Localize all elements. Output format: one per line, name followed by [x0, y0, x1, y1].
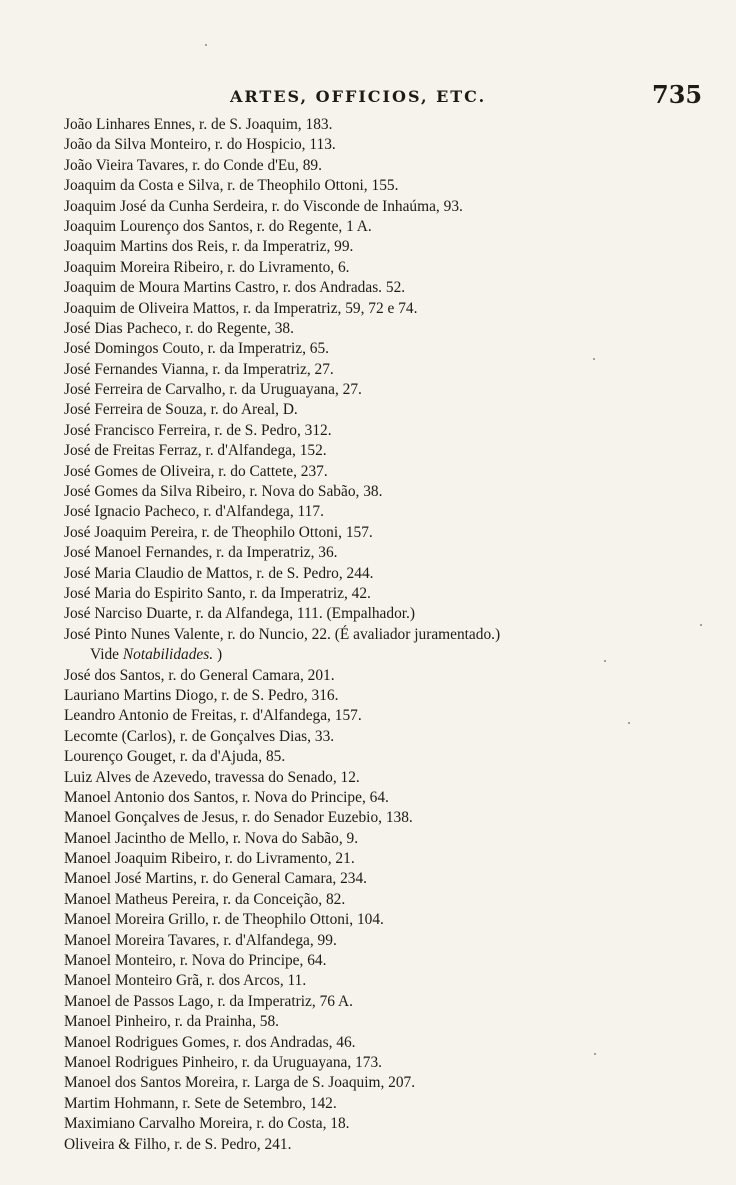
- vide-suffix: ): [216, 646, 223, 664]
- directory-entry: José Ignacio Pacheco, r. d'Alfandega, 117.: [64, 503, 324, 521]
- directory-entry: José Gomes de Oliveira, r. do Cattete, 237.: [64, 462, 328, 480]
- running-header: ARTES, OFFICIOS, ETC.: [230, 87, 487, 106]
- directory-entry: Manoel Monteiro Grã, r. dos Arcos, 11.: [64, 972, 307, 990]
- directory-entry: Joaquim de Oliveira Mattos, r. da Imperatriz, 59, 72 e 74.: [64, 299, 418, 317]
- directory-entry: José Dias Pacheco, r. do Regente, 38.: [64, 319, 294, 337]
- directory-entry: José Maria Claudio de Mattos, r. de S. Pedro, 244.: [64, 564, 374, 582]
- paper-speck: [628, 722, 630, 724]
- vide-prefix: Vide: [90, 646, 119, 664]
- directory-entry: José Manoel Fernandes, r. da Imperatriz, 36.: [64, 544, 338, 562]
- paper-speck: [205, 44, 207, 46]
- directory-entry: Oliveira & Filho, r. de S. Pedro, 241.: [64, 1135, 292, 1153]
- directory-entry: Joaquim Moreira Ribeiro, r. do Livramento, 6.: [64, 258, 350, 276]
- directory-entry: João Linhares Ennes, r. de S. Joaquim, 183.: [64, 116, 333, 133]
- directory-entry: José Pinto Nunes Valente, r. do Nuncio, 22. (É avaliador juramentado.): [64, 625, 501, 643]
- paper-speck: [593, 358, 595, 360]
- directory-entry: Leandro Antonio de Freitas, r. d'Alfandega, 157.: [64, 707, 362, 725]
- directory-entry: José Domingos Couto, r. da Imperatriz, 65.: [64, 340, 330, 358]
- directory-list: [64, 115, 704, 1155]
- directory-entry: Manoel Joaquim Ribeiro, r. do Livramento, 21.: [64, 850, 355, 868]
- directory-entry: José de Freitas Ferraz, r. d'Alfandega, 152.: [64, 442, 327, 460]
- paper-speck: [700, 624, 702, 626]
- directory-entry: Manoel Rodrigues Pinheiro, r. da Uruguayana, 173.: [64, 1053, 383, 1071]
- directory-entry: Manoel José Martins, r. do General Camara, 234.: [64, 870, 368, 888]
- directory-entry: Lauriano Martins Diogo, r. de S. Pedro, 316.: [64, 686, 339, 704]
- directory-entry: José Fernandes Vianna, r. da Imperatriz, 27.: [64, 360, 334, 378]
- directory-entry: José Gomes da Silva Ribeiro, r. Nova do Sabão, 38.: [64, 483, 383, 501]
- page-number: 735: [652, 80, 703, 109]
- directory-entry: Manoel Rodrigues Gomes, r. dos Andradas, 46.: [64, 1033, 356, 1051]
- directory-entry: Manoel Antonio dos Santos, r. Nova do Principe, 64.: [64, 788, 389, 806]
- directory-entry: Manoel Matheus Pereira, r. da Conceição, 82.: [64, 890, 346, 908]
- directory-entry: João da Silva Monteiro, r. do Hospicio, 113.: [64, 136, 336, 154]
- directory-entry: Luiz Alves de Azevedo, travessa do Senado, 12.: [64, 768, 360, 786]
- directory-entry: José Francisco Ferreira, r. de S. Pedro, 312.: [64, 421, 332, 439]
- directory-entry: Manoel Gonçalves de Jesus, r. do Senador Euzebio, 138.: [64, 809, 413, 827]
- directory-entry: Joaquim José da Cunha Serdeira, r. do Visconde de Inhaúma, 93.: [64, 197, 463, 215]
- directory-entry: José Ferreira de Souza, r. do Areal, D.: [64, 401, 298, 419]
- directory-entry: Manoel de Passos Lago, r. da Imperatriz, 76 A.: [64, 992, 353, 1010]
- directory-entry: Manoel Moreira Grillo, r. de Theophilo Ottoni, 104.: [64, 911, 384, 929]
- directory-entry: Martim Hohmann, r. Sete de Setembro, 142.: [64, 1094, 337, 1112]
- directory-entry: Joaquim da Costa e Silva, r. de Theophilo Ottoni, 155.: [64, 177, 399, 195]
- directory-entry: Joaquim Lourenço dos Santos, r. do Regente, 1 A.: [64, 217, 372, 235]
- directory-entry: Manoel dos Santos Moreira, r. Larga de S. Joaquim, 207.: [64, 1074, 416, 1092]
- directory-entry: José Ferreira de Carvalho, r. da Uruguayana, 27.: [64, 381, 362, 399]
- directory-entry: Maximiano Carvalho Moreira, r. do Costa, 18.: [64, 1115, 350, 1133]
- directory-entry: João Vieira Tavares, r. do Conde d'Eu, 89.: [64, 156, 322, 174]
- vide-target: Notabilidades.: [122, 646, 214, 664]
- directory-entry: Lourenço Gouget, r. da d'Ajuda, 85.: [64, 748, 286, 766]
- directory-entry: Joaquim de Moura Martins Castro, r. dos Andradas. 52.: [64, 279, 406, 297]
- directory-entry: Manoel Moreira Tavares, r. d'Alfandega, 99.: [64, 931, 337, 949]
- directory-entry: Joaquim Martins dos Reis, r. da Imperatriz, 99.: [64, 238, 354, 256]
- vide-reference: [64, 645, 704, 665]
- directory-entry: José dos Santos, r. do General Camara, 201.: [64, 666, 335, 684]
- paper-speck: [594, 1053, 596, 1055]
- directory-entry: Lecomte (Carlos), r. de Gonçalves Dias, 33.: [64, 727, 335, 745]
- paper-speck: [604, 660, 606, 662]
- directory-entry: José Maria do Espirito Santo, r. da Imperatriz, 42.: [64, 584, 371, 602]
- directory-entry: José Narciso Duarte, r. da Alfandega, 111. (Empalhador.): [64, 605, 416, 623]
- directory-entry: José Joaquim Pereira, r. de Theophilo Ottoni, 157.: [64, 523, 373, 541]
- directory-entry: Manoel Jacintho de Mello, r. Nova do Sabão, 9.: [64, 829, 359, 847]
- directory-entry: Manoel Monteiro, r. Nova do Principe, 64.: [64, 952, 327, 970]
- directory-entry: Manoel Pinheiro, r. da Prainha, 58.: [64, 1013, 280, 1031]
